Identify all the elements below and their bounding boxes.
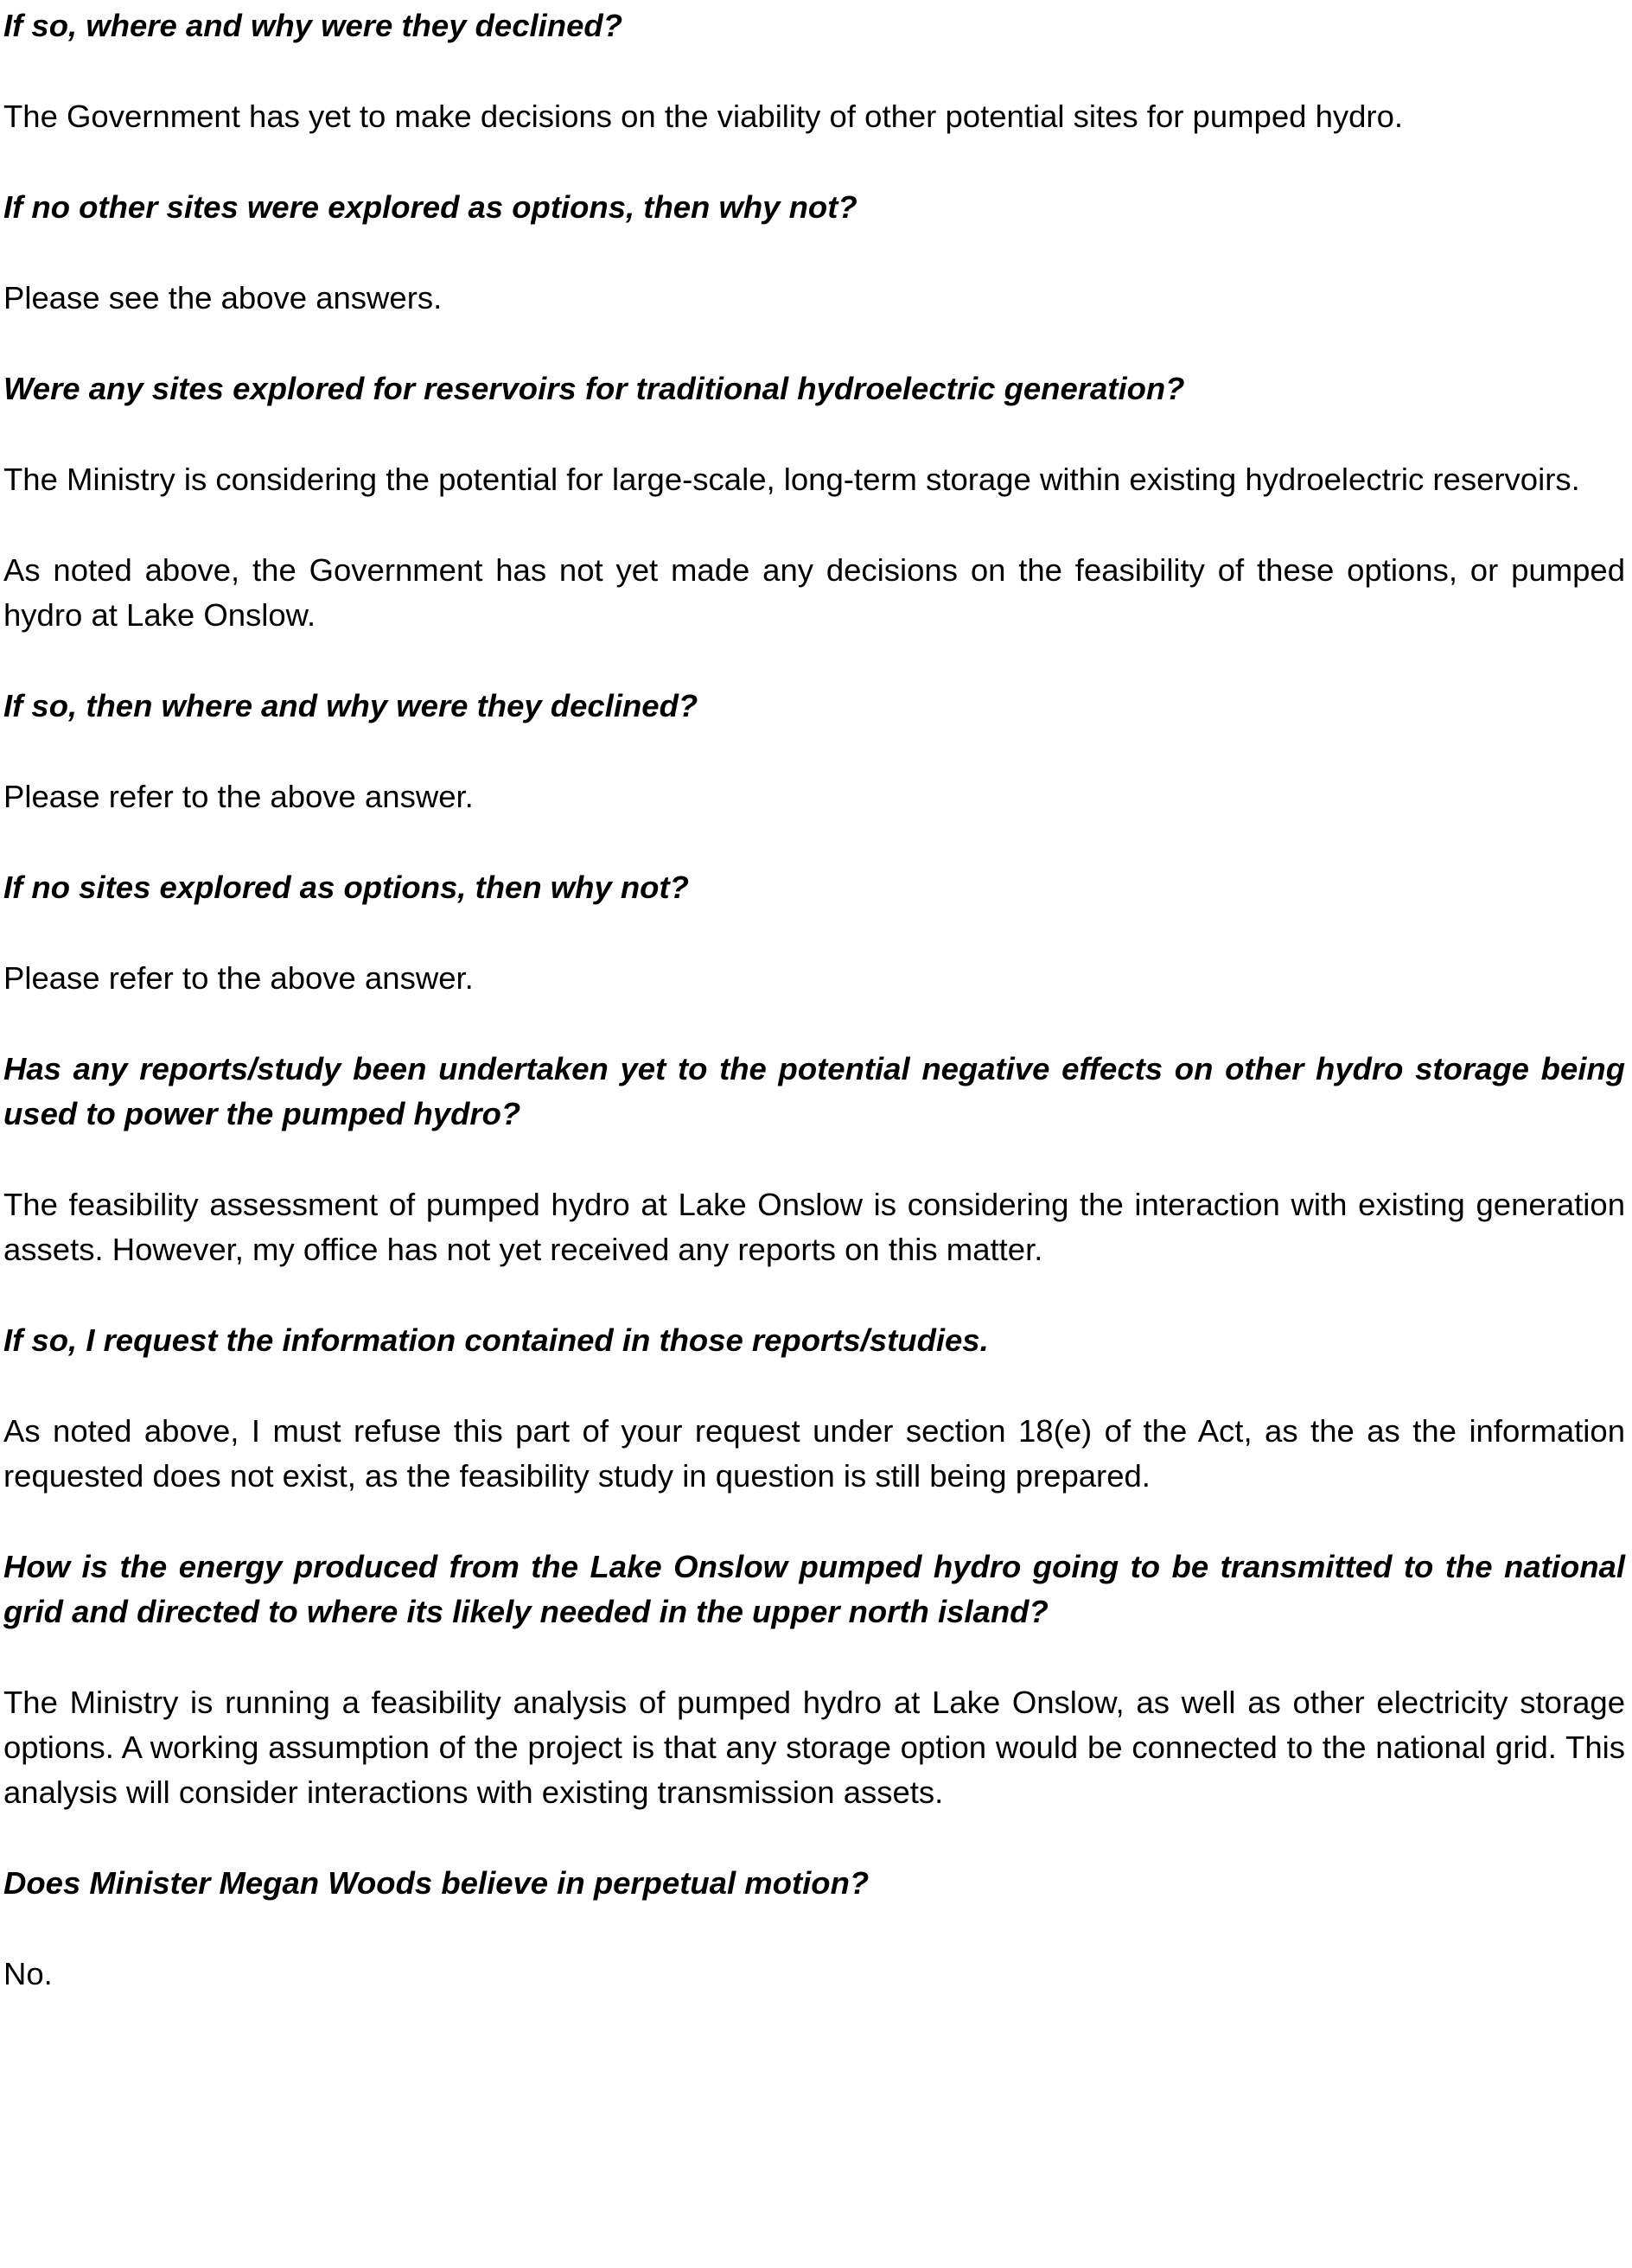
answer-9: No. xyxy=(3,1956,53,1991)
answer-7: As noted above, I must refuse this part of your request under section 18(e) of the Act, as the as the information requested does not exist, as the feasibility study in question is still being prepared. xyxy=(3,1413,1625,1494)
answer-6: The feasibility assessment of pumped hydro at Lake Onslow is considering the interaction with existing generation assets. However, my office has not yet received any reports on this matter. xyxy=(3,1187,1625,1267)
answer-3b: As noted above, the Government has not yet made any decisions on the feasibility of these options, or pumped hydro at Lake Onslow. xyxy=(3,552,1625,633)
answer-1: The Government has yet to make decisions on the viability of other potential sites for pumped hydro. xyxy=(3,99,1404,134)
question-1: If so, where and why were they declined? xyxy=(3,8,622,43)
answer-2: Please see the above answers. xyxy=(3,280,443,315)
answer-5: Please refer to the above answer. xyxy=(3,960,474,996)
question-2: If no other sites were explored as options, then why not? xyxy=(3,189,857,225)
answer-4: Please refer to the above answer. xyxy=(3,779,474,814)
question-7: If so, I request the information contained in those reports/studies. xyxy=(3,1322,989,1358)
answer-3: The Ministry is considering the potential for large-scale, long-term storage within existing hydroelectric reservoirs. xyxy=(3,462,1580,497)
document-body xyxy=(3,3,1625,2042)
question-3: Were any sites explored for reservoirs for traditional hydroelectric generation? xyxy=(3,371,1185,406)
answer-8: The Ministry is running a feasibility analysis of pumped hydro at Lake Onslow, as well as other electricity storage options. A working assumption of the project is that any storage option would be connected to the national grid. This analysis will consider interactions with existing transmission assets. xyxy=(3,1685,1625,1810)
question-8: How is the energy produced from the Lake Onslow pumped hydro going to be transmitted to the national grid and directed to where its likely needed in the upper north island? xyxy=(3,1549,1625,1629)
question-6: Has any reports/study been undertaken yet to the potential negative effects on other hydro storage being used to power the pumped hydro? xyxy=(3,1051,1625,1131)
question-5: If no sites explored as options, then why not? xyxy=(3,870,689,905)
question-9: Does Minister Megan Woods believe in perpetual motion? xyxy=(3,1865,870,1901)
question-4: If so, then where and why were they declined? xyxy=(3,688,698,723)
